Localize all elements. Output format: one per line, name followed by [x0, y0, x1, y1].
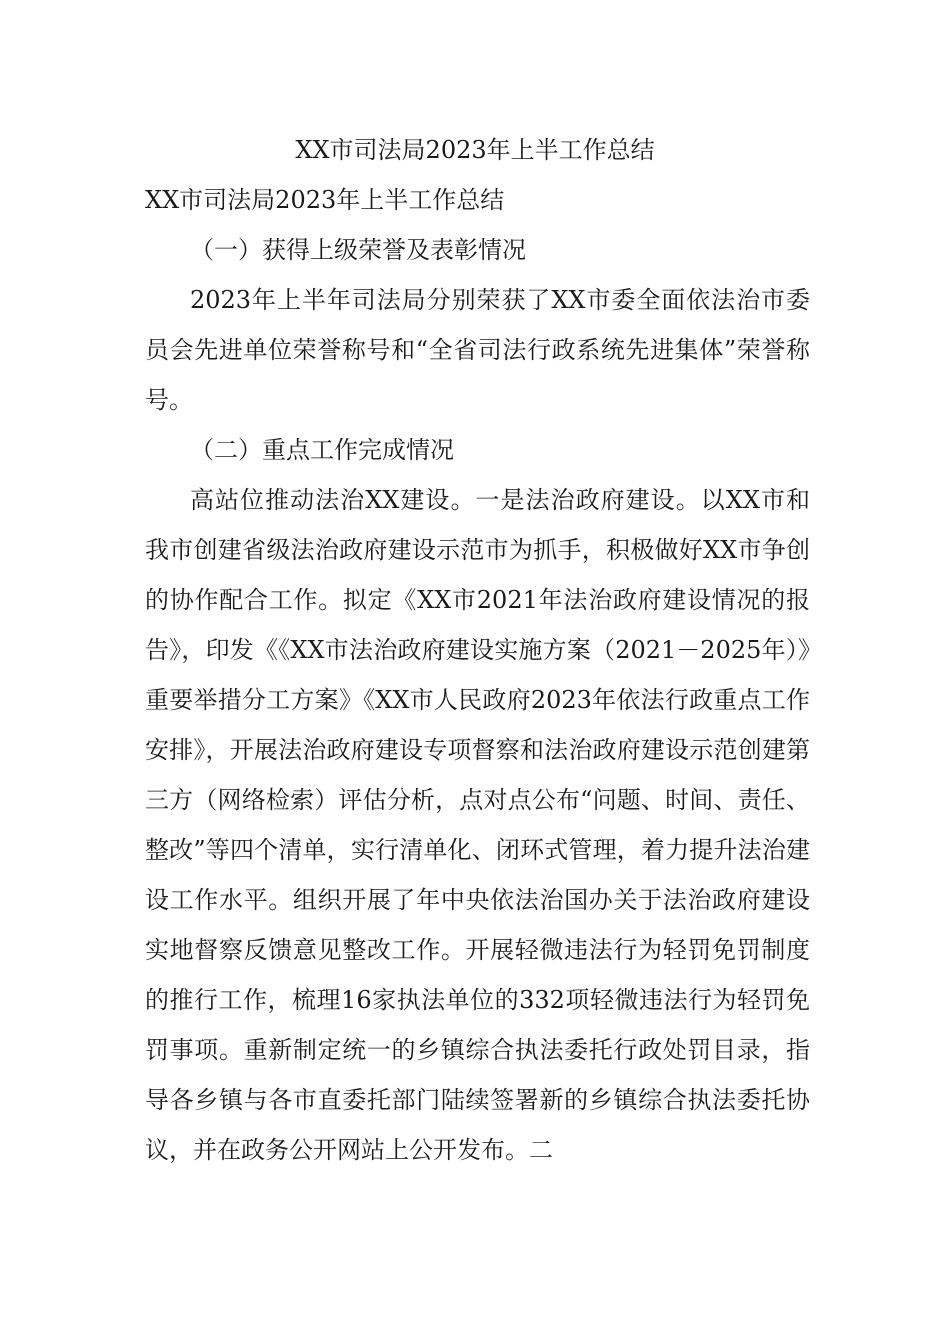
document-title: XX市司法局2023年上半工作总结	[295, 136, 655, 164]
section-heading-honors: （一）获得上级荣誉及表彰情况	[190, 236, 526, 264]
section-body-key-work: 高站位推动法治XX建设。一是法治政府建设。以XX市和我市创建省级法治政府建设示范市为抓手，积极做好XX市争创的协作配合工作。拟定《XX市2021年法治政府建设情况的报告》，印发《《XX市法治政府建设实施方案（2021－2025年）》重要举措分工方案》《XX市人民政府2023年依法行政重点工作安排》，开展法治政府建设专项督察和法治政府建设示范创建第三方（网络检索）评估分析，点对点公布“问题、时间、责任、整改”等四个清单，实行清单化、闭环式管理，着力提升法治建设工作水平。组织开展了年中央依法治国办关于法治政府建设实地督察反馈意见整改工作。开展轻微违法行为轻罚免罚制度的推行工作，梳理16家执法单位的332项轻微违法行为轻罚免罚事项。重新制定统一的乡镇综合执法委托行政处罚目录，指导各乡镇与各市直委托部门陆续签署新的乡镇综合执法委托协议，并在政务公开网站上公开发布。二	[145, 486, 810, 1164]
section-body-honors: 2023年上半年司法局分别荣获了XX市委全面依法治市委员会先进单位荣誉称号和“全省司法行政系统先进集体”荣誉称号。	[145, 286, 810, 414]
section-heading-key-work: （二）重点工作完成情况	[190, 436, 454, 464]
document-subtitle: XX市司法局2023年上半工作总结	[145, 186, 505, 214]
